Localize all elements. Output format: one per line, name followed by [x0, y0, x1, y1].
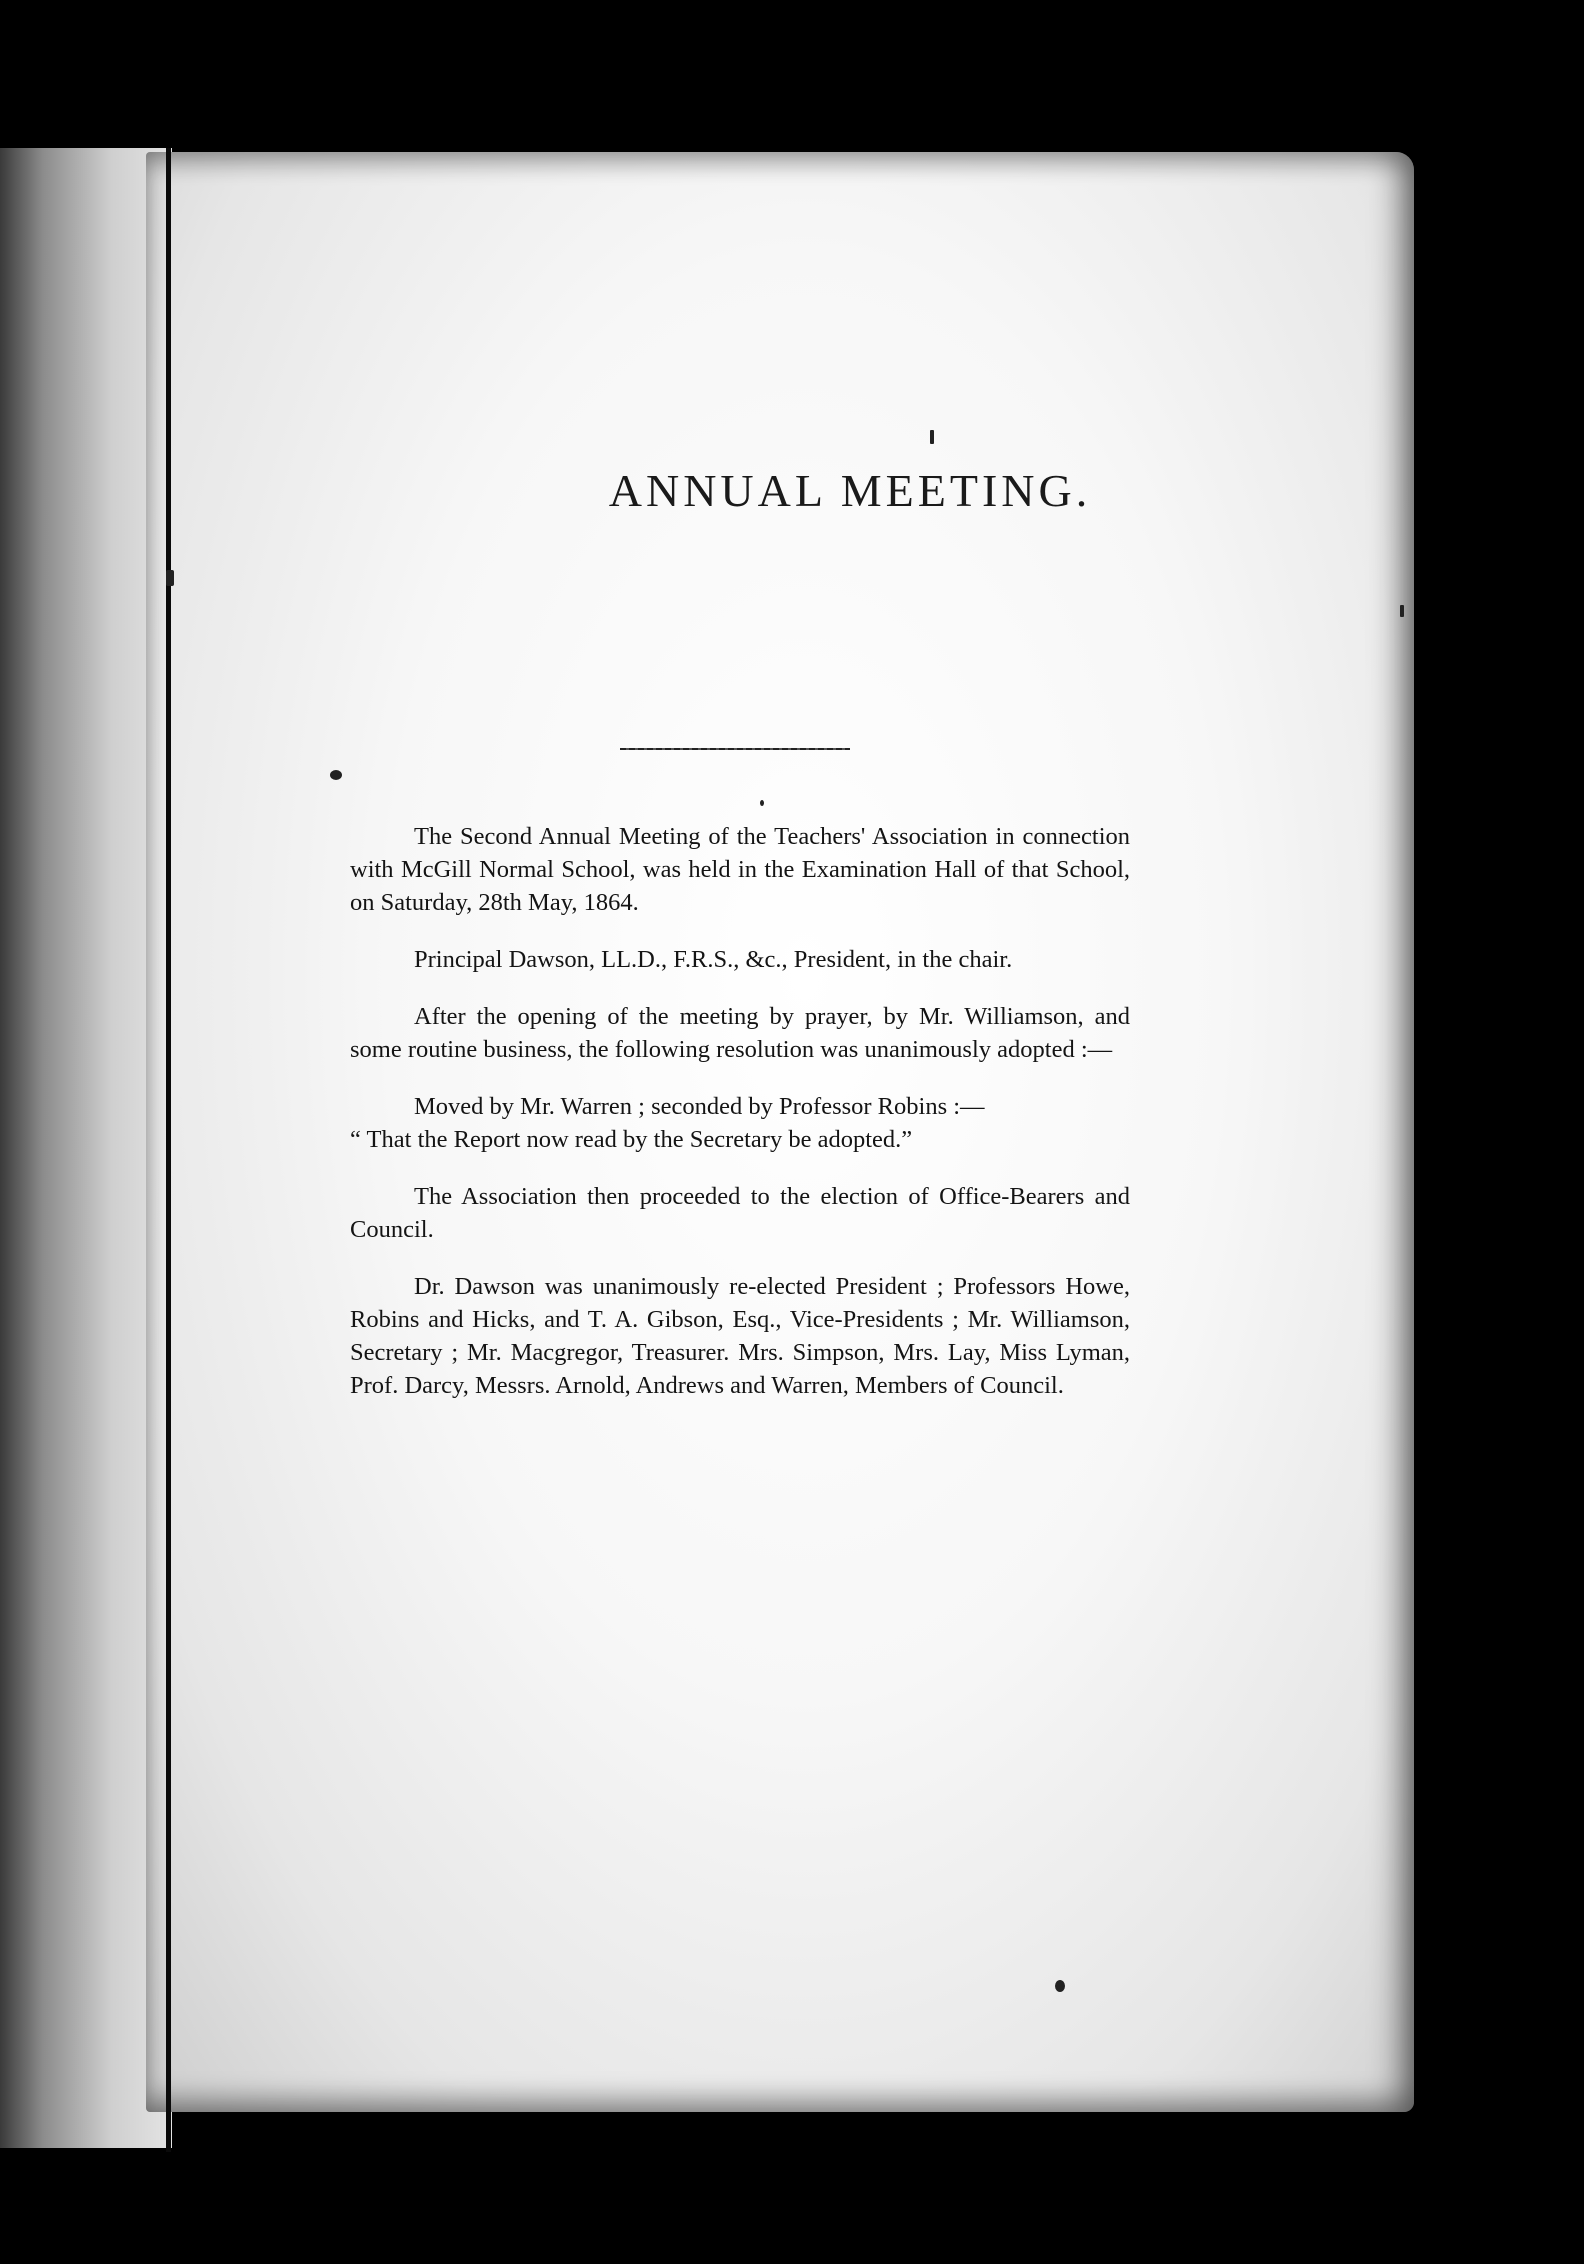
binding-gutter — [166, 148, 171, 2152]
motion-quote: “ That the Report now read by the Secretary be adopted.” — [350, 1126, 913, 1153]
paragraph-meeting-intro: The Second Annual Meeting of the Teachers' Association in connection with McGill Normal School, was held in the Examination Hall of that School, on Saturday, 28th May, 1864. — [350, 823, 1130, 916]
paragraph-chair: Principal Dawson, LL.D., F.R.S., &c., President, in the chair. — [414, 946, 1013, 973]
title-divider — [620, 748, 850, 750]
speck-mark — [1055, 1980, 1065, 1992]
document-body — [350, 820, 1130, 1402]
speck-mark — [930, 430, 934, 444]
paragraph-motion — [350, 1090, 1130, 1156]
paragraph-election: The Association then proceeded to the election of Office-Bearers and Council. — [350, 1183, 1130, 1243]
motion-text: Moved by Mr. Warren ; seconded by Professor Robins :— — [414, 1093, 985, 1120]
page-title: ANNUAL MEETING. — [608, 465, 1092, 516]
speck-mark — [760, 800, 764, 806]
speck-mark — [330, 770, 342, 780]
speck-mark — [1400, 605, 1404, 617]
paragraph-office-bearers: Dr. Dawson was unanimously re-elected President ; Professors Howe, Robins and Hicks, and T. A. Gibson, Esq., Vice-Presidents ; Mr. Williamson, Secretary ; Mr. Macgregor, Treasurer. Mrs. Simpson, Mrs. Lay, Miss Lyman, Prof. Darcy, Messrs. Arnold, Andrews and Warren, Members of Council. — [350, 1273, 1130, 1399]
speck-mark — [166, 570, 174, 586]
paragraph-opening: After the opening of the meeting by prayer, by Mr. Williamson, and some routine business, the following resolution was unanimously adopted :— — [350, 1003, 1130, 1063]
